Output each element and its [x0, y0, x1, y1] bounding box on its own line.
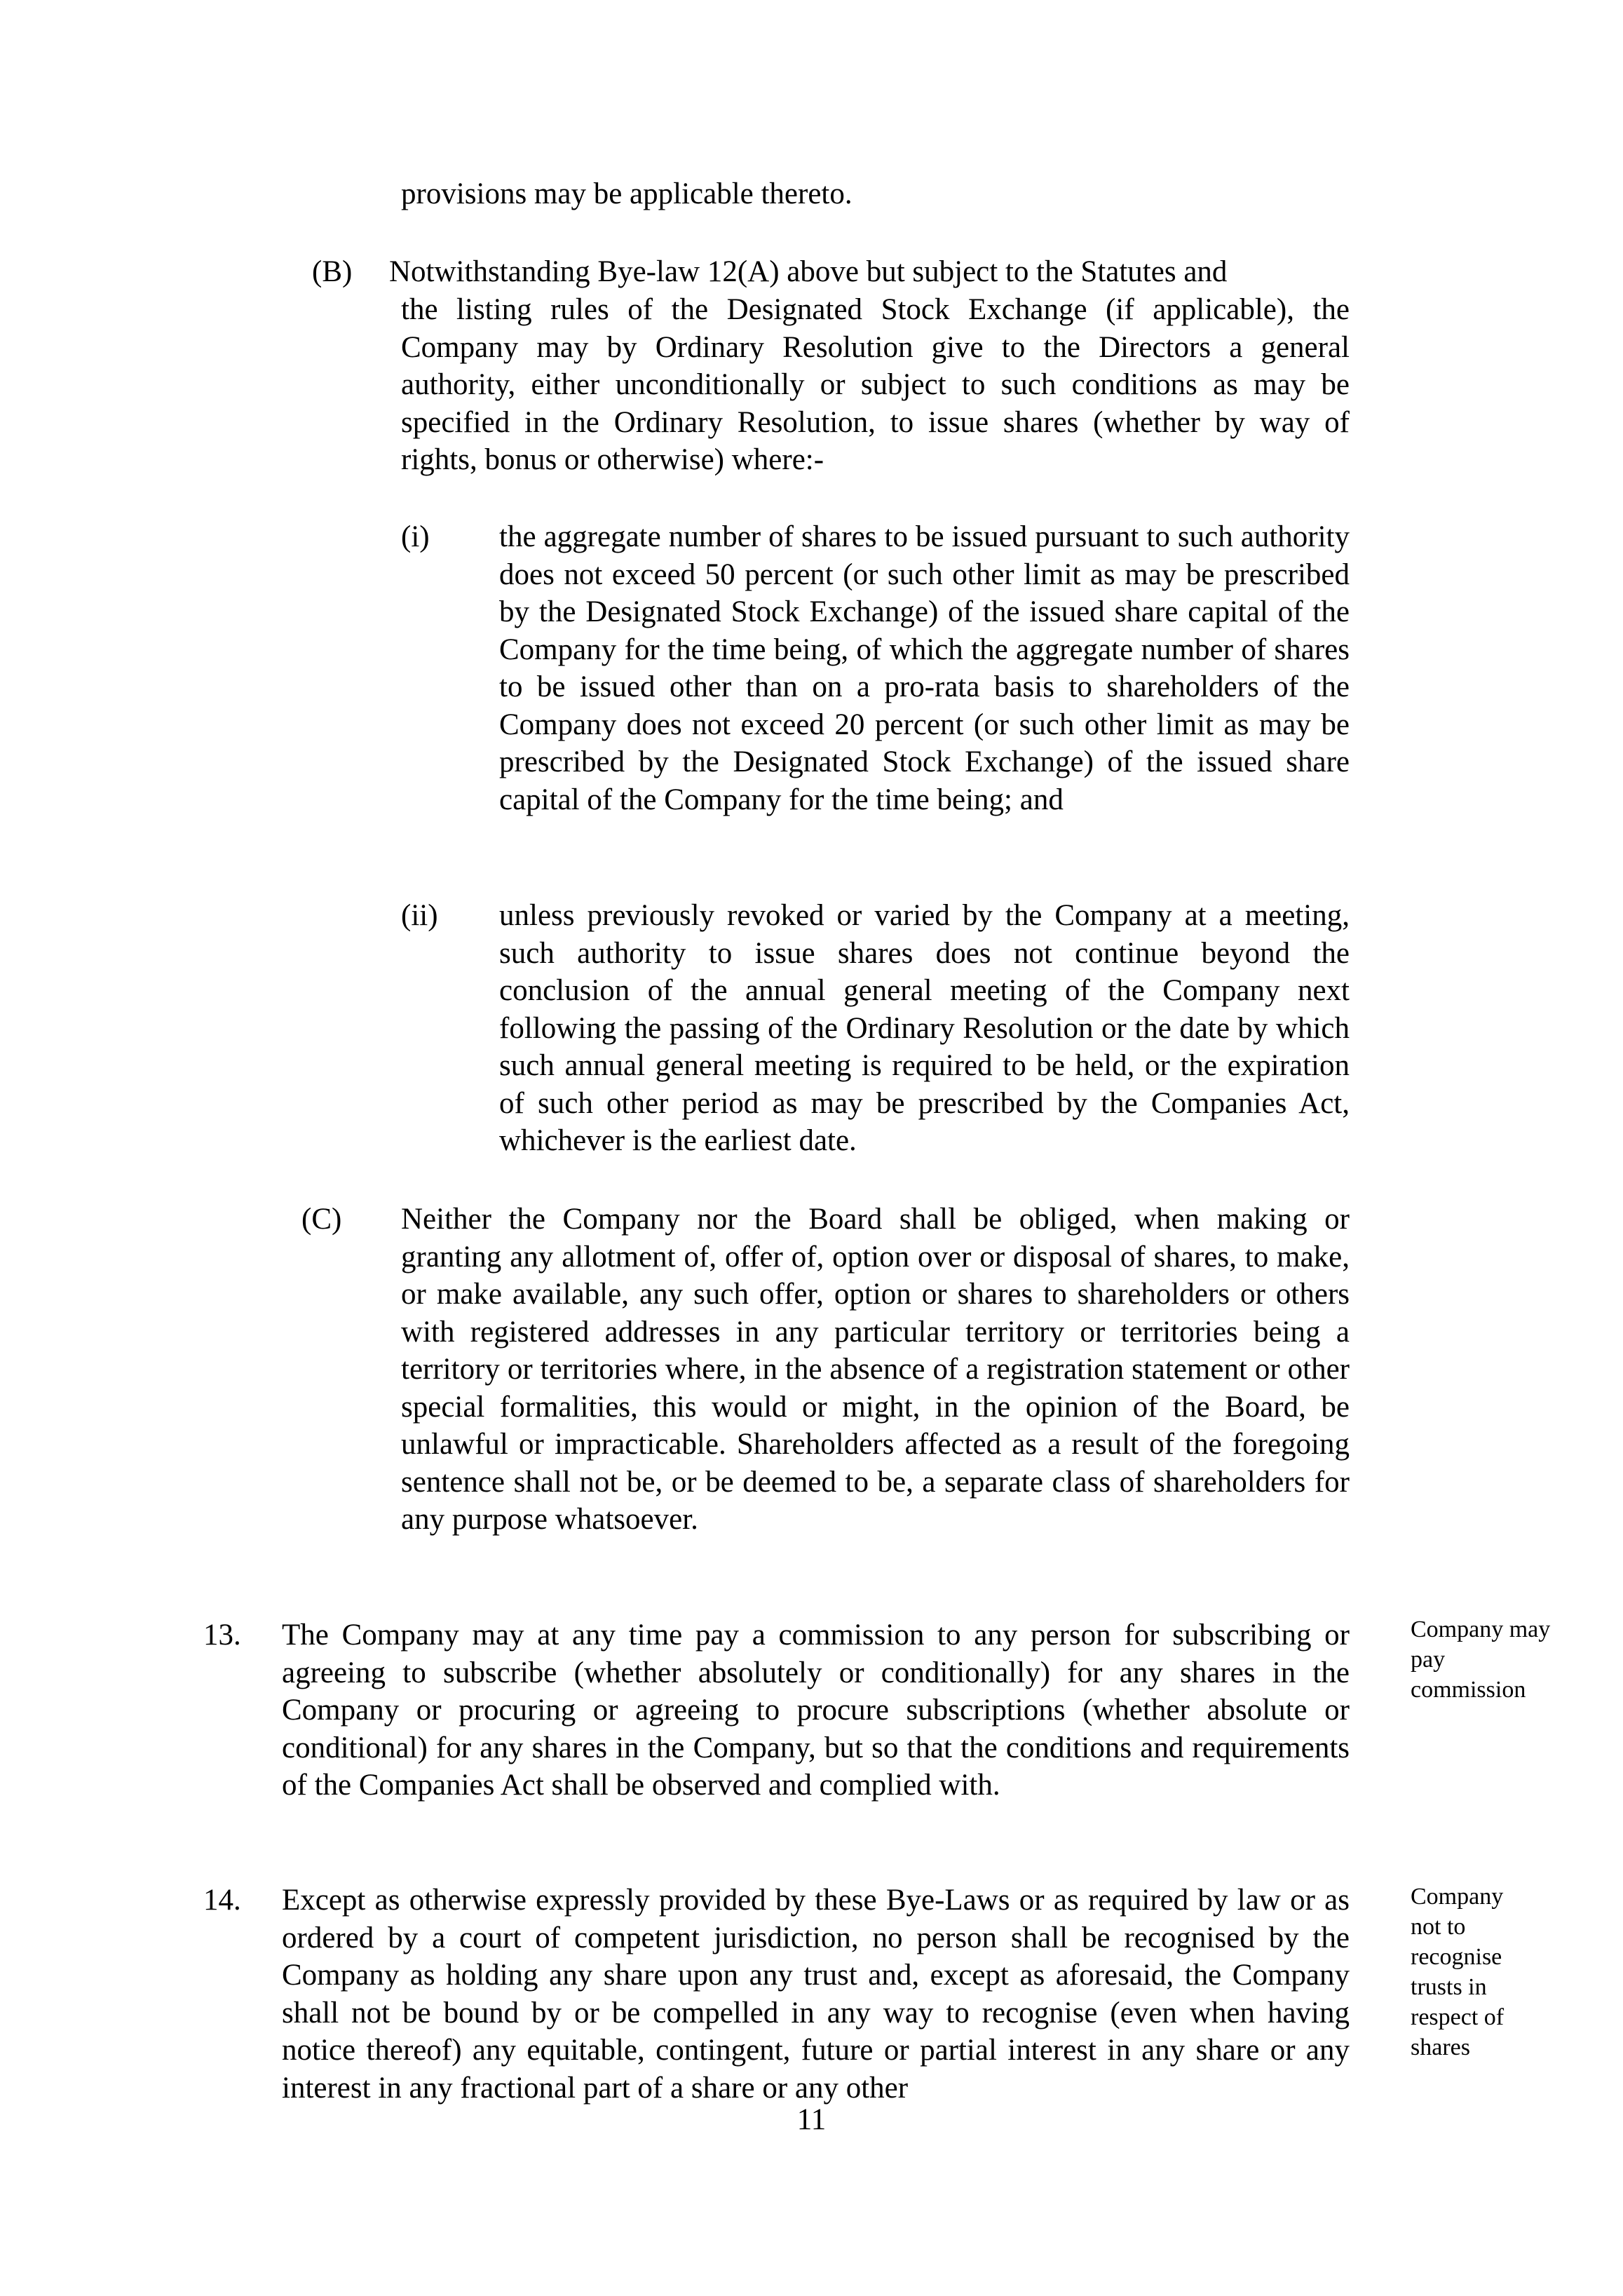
side-note-line: shares: [1411, 2034, 1470, 2060]
clause-14-number: 14.: [203, 1884, 241, 1917]
continuation-text: provisions may be applicable thereto.: [401, 177, 853, 210]
side-note-line: respect of: [1411, 2004, 1505, 2030]
item-ii-text: unless previously revoked or varied by the Company at a meeting, such authority to issue shares does not continue beyond the conclusion of the annual general meeting of the Company next following the passing of the Ordinary Resolution or the date by which such annual general meeting is required to be held, or the expiration of such other period as may be prescribed by the Companies Act, whichever is the earliest date.: [499, 899, 1350, 1157]
side-note-line: pay: [1411, 1647, 1446, 1673]
item-ii-label: (ii): [401, 899, 438, 932]
clause-13-number: 13.: [203, 1619, 241, 1652]
clause-13-side-note: [1411, 1614, 1593, 1705]
para-b-text: the listing rules of the Designated Stock Exchange (if applicable), the Company may by Ordinary Resolution give to the Directors a general authority, either unconditionally or subject to such conditions as may be specified in the Ordinary Resolution, to issue shares (whether by way of rights, bonus or otherwise) where:-: [401, 293, 1350, 476]
clause-14-text: Except as otherwise expressly provided by these Bye-Laws or as required by law or as ordered by a court of competent jurisdiction, no person shall be recognised by the Company as holding any share upon any trust and, except as aforesaid, the Company shall not be bound by or be compelled in any way to recognise (even when having notice thereof) any equitable, contingent, future or partial interest in any share or any interest in any fractional part of a share or any other: [282, 1884, 1350, 2105]
para-c-text: Neither the Company nor the Board shall be obliged, when making or granting any allotment of, offer of, option over or disposal of shares, to make, or make available, any such offer, option or shares to shareholders or others with registered addresses in any particular territory or territories being a territory or territories where, in the absence of a registration statement or other special formalities, this would or might, in the opinion of the Board, be unlawful or impracticable. Shareholders affected as a result of the foregoing sentence shall not be, or be deemed to be, a separate class of shareholders for any purpose whatsoever.: [401, 1203, 1350, 1536]
item-i-label: (i): [401, 520, 430, 553]
para-c-label: (C): [301, 1203, 342, 1236]
clause-13-text: The Company may at any time pay a commission to any person for subscribing or agreeing to subscribe (whether absolutely or conditionally) for any shares in the Company or procuring or agreeing to procure subscriptions (whether absolute or conditional) for any shares in the Company, but so that the conditions and requirements of the Companies Act shall be observed and complied with.: [282, 1619, 1350, 1802]
side-note-line: commission: [1411, 1677, 1526, 1703]
side-note-line: trusts in: [1411, 1974, 1487, 2000]
para-b-first-line: Notwithstanding Bye-law 12(A) above but subject to the Statutes and: [389, 255, 1228, 288]
page-number: 11: [796, 2103, 827, 2136]
para-b-label: (B): [312, 255, 353, 288]
item-i-text: the aggregate number of shares to be issued pursuant to such authority does not exceed 50 percent (or such other limit as may be prescribed by the Designated Stock Exchange) of the issued share capital of the Company for the time being, of which the aggregate number of shares to be issued other than on a pro-rata basis to shareholders of the Company does not exceed 20 percent (or such other limit as may be prescribed by the Designated Stock Exchange) of the issued share capital of the Company for the time being; and: [499, 520, 1350, 816]
side-note-line: Company may: [1411, 1616, 1551, 1642]
clause-14-side-note: [1411, 1882, 1593, 2062]
side-note-line: not to: [1411, 1914, 1466, 1940]
side-note-line: recognise: [1411, 1944, 1502, 1970]
side-note-line: Company: [1411, 1884, 1504, 1910]
